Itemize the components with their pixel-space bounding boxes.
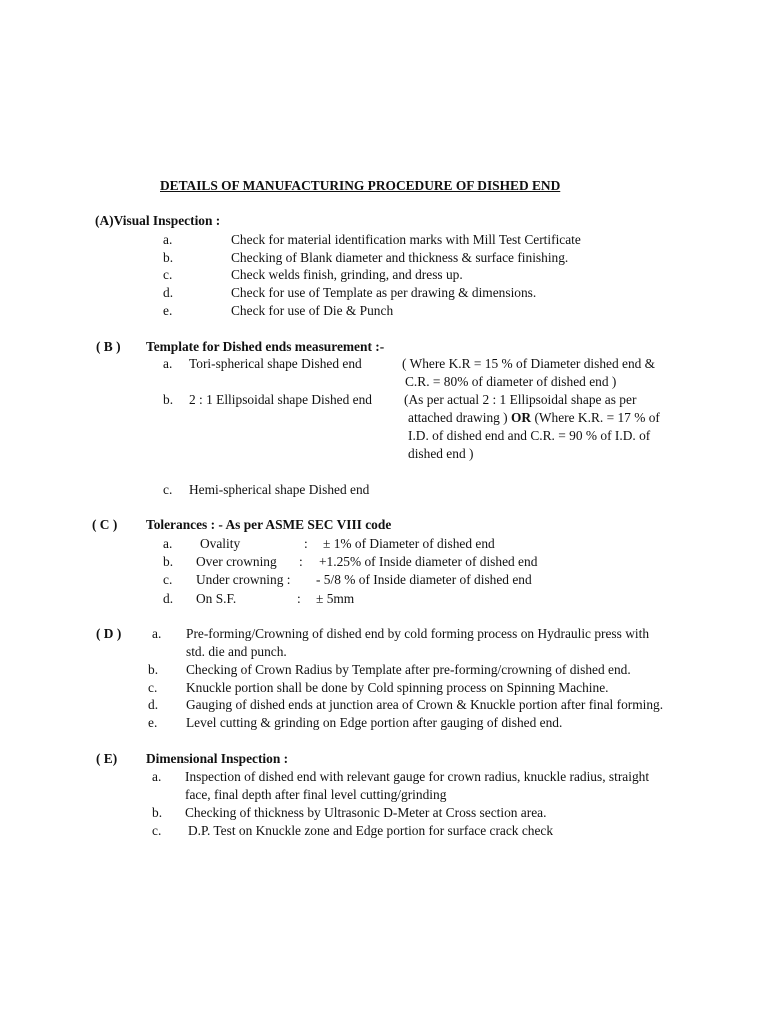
tolerance-value: ± 5mm (316, 591, 355, 606)
section-e-marker: b. (152, 805, 163, 820)
section-d-marker: e. (148, 715, 158, 730)
section-a-marker: b. (163, 250, 174, 265)
section-b-marker: c. (163, 482, 173, 497)
section-a-marker: c. (163, 267, 173, 282)
section-e-item: Checking of thickness by Ultrasonic D-Meter at Cross section area. (185, 805, 547, 820)
section-c-marker: a. (163, 536, 173, 551)
section-b-item: Tori-spherical shape Dished end (189, 356, 362, 371)
section-a-marker: e. (163, 303, 173, 318)
section-c-heading: Tolerances : - As per ASME SEC VIII code (146, 517, 392, 532)
section-b-marker: a. (163, 356, 173, 371)
tolerance-name: Ovality (200, 536, 241, 551)
tolerance-name: On S.F. (196, 591, 237, 606)
section-a-item: Check welds finish, grinding, and dress up. (231, 267, 463, 282)
section-b-heading: Template for Dished ends measurement :- (146, 339, 385, 354)
section-b-marker: b. (163, 392, 174, 407)
section-d-item: Gauging of dished ends at junction area of Crown & Knuckle portion after final forming. (186, 697, 664, 712)
section-b-detail-text: attached drawing ) (408, 410, 511, 425)
section-e-marker: c. (152, 823, 162, 838)
tolerance-name: Over crowning (196, 554, 277, 569)
tolerance-value: ± 1% of Diameter of dished end (323, 536, 495, 551)
section-c-marker: c. (163, 572, 173, 587)
section-e-heading: Dimensional Inspection : (146, 751, 289, 766)
section-e-item: face, final depth after final level cutting/grinding (185, 787, 447, 802)
section-d-marker: d. (148, 697, 159, 712)
tolerance-sep: : (297, 591, 301, 606)
section-b-detail: ( Where K.R = 15 % of Diameter dished end & (402, 356, 656, 371)
section-b-label: ( B ) (96, 339, 121, 354)
section-b-item: Hemi-spherical shape Dished end (189, 482, 370, 497)
tolerance-sep: : (304, 536, 308, 551)
section-e-item: Inspection of dished end with relevant gauge for crown radius, knuckle radius, straight (185, 769, 650, 784)
section-d-item: std. die and punch. (186, 644, 287, 659)
section-e-item: D.P. Test on Knuckle zone and Edge portion for surface crack check (188, 823, 554, 838)
section-a-heading: (A)Visual Inspection : (95, 213, 221, 228)
or-label: OR (511, 410, 532, 425)
tolerance-value: - 5/8 % of Inside diameter of dished end (316, 572, 532, 587)
section-d-label: ( D ) (96, 626, 122, 641)
section-d-item: Level cutting & grinding on Edge portion after gauging of dished end. (186, 715, 563, 730)
section-a-item: Check for use of Template as per drawing & dimensions. (231, 285, 537, 300)
section-b-detail: (As per actual 2 : 1 Ellipsoidal shape as per (404, 392, 637, 407)
section-a-item: Check for use of Die & Punch (231, 303, 394, 318)
section-a-item: Checking of Blank diameter and thickness & surface finishing. (231, 250, 569, 265)
section-e-label: ( E) (96, 751, 118, 766)
section-a-marker: a. (163, 232, 173, 247)
section-d-marker: c. (148, 680, 158, 695)
section-c-marker: d. (163, 591, 174, 606)
section-b-detail: I.D. of dished end and C.R. = 90 % of I.D. of (408, 428, 651, 443)
section-e-marker: a. (152, 769, 162, 784)
section-b-detail: C.R. = 80% of diameter of dished end ) (405, 374, 617, 389)
document-title: DETAILS OF MANUFACTURING PROCEDURE OF DISHED END (160, 178, 561, 193)
tolerance-name: Under crowning : (196, 572, 291, 587)
section-d-marker: b. (148, 662, 159, 677)
section-d-item: Knuckle portion shall be done by Cold spinning process on Spinning Machine. (186, 680, 609, 695)
tolerance-sep: : (299, 554, 303, 569)
section-d-item: Checking of Crown Radius by Template after pre-forming/crowning of dished end. (186, 662, 631, 677)
section-a-marker: d. (163, 285, 174, 300)
section-b-item: 2 : 1 Ellipsoidal shape Dished end (189, 392, 372, 407)
section-d-item: Pre-forming/Crowning of dished end by cold forming process on Hydraulic press with (186, 626, 650, 641)
section-d-marker: a. (152, 626, 162, 641)
section-c-label: ( C ) (92, 517, 118, 532)
tolerance-value: +1.25% of Inside diameter of dished end (319, 554, 538, 569)
section-b-detail-text: (Where K.R. = 17 % of (531, 410, 660, 425)
section-a-item: Check for material identification marks with Mill Test Certificate (231, 232, 581, 247)
section-c-marker: b. (163, 554, 174, 569)
section-b-detail: dished end ) (408, 446, 474, 461)
section-b-detail (408, 410, 660, 426)
